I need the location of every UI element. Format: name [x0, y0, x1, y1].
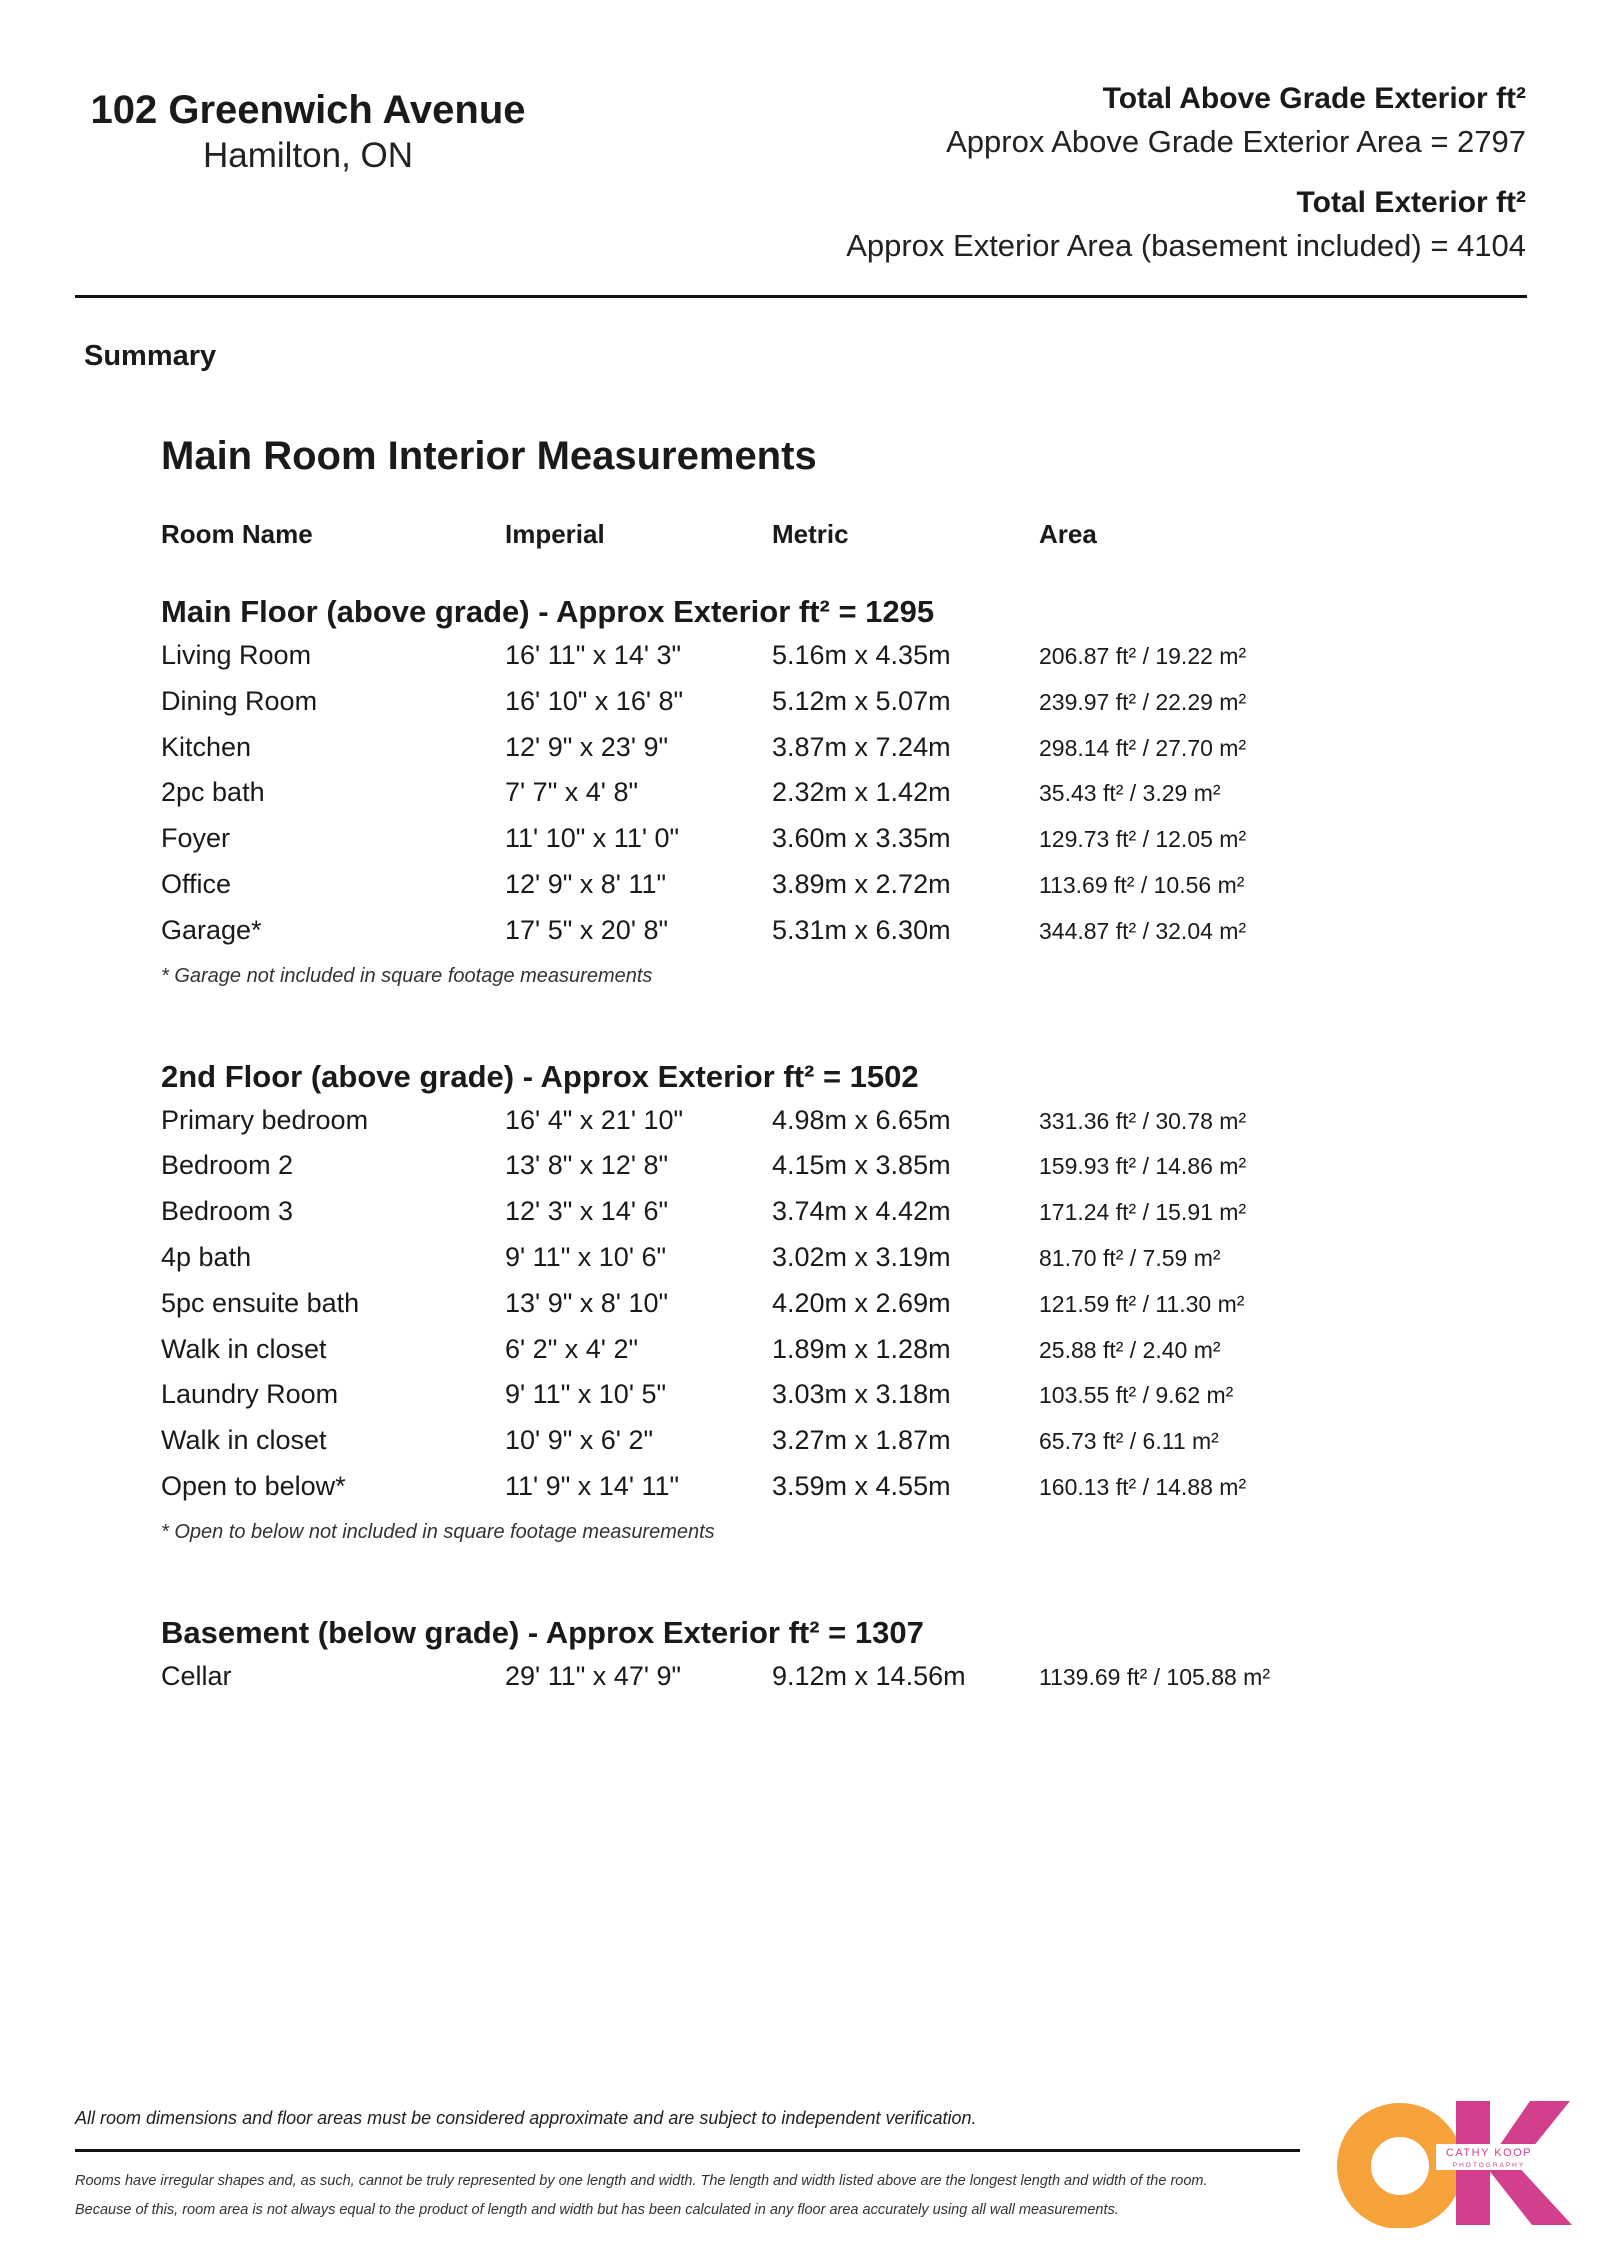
header-divider [75, 295, 1527, 298]
room-name: Bedroom 2 [161, 1150, 294, 1181]
room-name: 2pc bath [161, 777, 265, 808]
room-name: Garage* [161, 914, 262, 945]
room-imperial: 12' 3" x 14' 6" [505, 1196, 669, 1227]
section-note: * Garage not included in square footage measurements [161, 964, 653, 987]
room-imperial: 13' 9" x 8' 10" [505, 1287, 669, 1318]
room-metric: 3.02m x 3.19m [772, 1241, 951, 1272]
room-area: 81.70 ft² / 7.59 m² [1039, 1244, 1221, 1271]
room-name: Cellar [161, 1660, 232, 1691]
total-exterior-title: Total Exterior ft² [1296, 186, 1526, 219]
above-grade-title: Total Above Grade Exterior ft² [1102, 82, 1526, 115]
room-row [161, 686, 1361, 732]
logo-text-sub: PHOTOGRAPHY [1452, 2162, 1526, 2169]
room-imperial: 17' 5" x 20' 8" [505, 914, 669, 945]
room-name: 4p bath [161, 1241, 252, 1272]
room-imperial: 29' 11" x 47' 9" [505, 1660, 682, 1691]
room-area: 129.73 ft² / 12.05 m² [1039, 826, 1247, 853]
room-area: 298.14 ft² / 27.70 m² [1039, 734, 1247, 761]
room-row [161, 1288, 1361, 1334]
room-name: Dining Room [161, 685, 318, 716]
room-imperial: 11' 9" x 14' 11" [505, 1470, 680, 1501]
property-city: Hamilton, ON [202, 136, 414, 175]
room-row [161, 640, 1361, 686]
section-basement [161, 1611, 1361, 1707]
room-metric: 1.89m x 1.28m [772, 1333, 951, 1364]
room-area: 65.73 ft² / 6.11 m² [1039, 1428, 1219, 1455]
logo-text-name: CATHY KOOP [1445, 2147, 1533, 2159]
room-metric: 2.32m x 1.42m [772, 777, 951, 808]
section-title: Main Floor (above grade) - Approx Exterior ft² = 1295 [161, 594, 935, 629]
room-imperial: 6' 2" x 4' 2" [505, 1333, 639, 1364]
room-metric: 9.12m x 14.56m [772, 1660, 966, 1691]
room-name: Living Room [161, 640, 312, 670]
room-imperial: 16' 4" x 21' 10" [505, 1104, 684, 1135]
room-area: 160.13 ft² / 14.88 m² [1039, 1473, 1247, 1500]
room-row [161, 1471, 1361, 1517]
room-imperial: 9' 11" x 10' 6" [505, 1241, 667, 1272]
area-totals [846, 78, 1526, 268]
measurements-panel [161, 432, 1361, 1707]
section-note: * Open to below not included in square footage measurements [161, 1520, 715, 1543]
col-area: Area [1039, 519, 1097, 549]
room-imperial: 11' 10" x 11' 0" [505, 823, 680, 854]
room-name: 5pc ensuite bath [161, 1287, 360, 1318]
room-name: Kitchen [161, 731, 252, 762]
room-row [161, 1334, 1361, 1380]
room-row [161, 869, 1361, 915]
room-area: 206.87 ft² / 19.22 m² [1039, 643, 1247, 669]
footer-note-1: Rooms have irregular shapes and, as such, cannot be truly represented by one length and width. The length and width listed above are the longest length and width of the room. [75, 2173, 1208, 2189]
room-metric: 3.27m x 1.87m [772, 1425, 951, 1456]
logo-o-shape [1354, 2120, 1446, 2212]
room-metric: 4.15m x 3.85m [772, 1150, 951, 1181]
room-imperial: 10' 9" x 6' 2" [505, 1425, 654, 1456]
col-metric: Metric [772, 519, 849, 549]
footer-note-2: Because of this, room area is not always equal to the product of length and width but has been calculated in any floor area accurately using all wall measurements. [75, 2202, 1119, 2218]
section-title: 2nd Floor (above grade) - Approx Exterior ft² = 1502 [161, 1058, 919, 1094]
logo-k-lower-arm [1484, 2164, 1572, 2225]
room-imperial: 12' 9" x 23' 9" [505, 731, 669, 762]
room-name: Walk in closet [161, 1333, 327, 1364]
room-metric: 4.20m x 2.69m [772, 1287, 951, 1318]
room-area: 239.97 ft² / 22.29 m² [1039, 688, 1247, 715]
room-metric: 5.16m x 4.35m [772, 640, 951, 670]
room-row [161, 1242, 1361, 1288]
room-metric: 3.59m x 4.55m [772, 1470, 951, 1501]
room-imperial: 16' 10" x 16' 8" [505, 685, 684, 716]
room-name: Laundry Room [161, 1379, 339, 1410]
room-metric: 4.98m x 6.65m [772, 1104, 951, 1135]
room-row [161, 1105, 1361, 1151]
room-area: 171.24 ft² / 15.91 m² [1039, 1199, 1247, 1226]
room-area: 113.69 ft² / 10.56 m² [1039, 871, 1245, 898]
footer-divider [75, 2149, 1300, 2152]
cathy-koop-logo [1334, 2098, 1574, 2228]
room-imperial: 13' 8" x 12' 8" [505, 1150, 669, 1181]
room-area: 35.43 ft² / 3.29 m² [1039, 780, 1221, 807]
room-name: Walk in closet [161, 1425, 327, 1456]
room-imperial: 7' 7" x 4' 8" [505, 777, 639, 808]
col-room-name: Room Name [161, 519, 313, 549]
room-area: 121.59 ft² / 11.30 m² [1039, 1290, 1245, 1317]
room-name: Primary bedroom [161, 1104, 369, 1135]
room-name: Office [161, 868, 232, 899]
room-area: 331.36 ft² / 30.78 m² [1039, 1107, 1247, 1134]
room-row [161, 1661, 1361, 1707]
summary-label: Summary [84, 340, 217, 372]
property-address: 102 Greenwich Avenue [90, 88, 526, 132]
room-row [161, 1150, 1361, 1196]
section-second-floor [161, 1055, 1361, 1547]
room-metric: 3.03m x 3.18m [772, 1379, 951, 1410]
room-row [161, 1425, 1361, 1471]
column-headers [161, 516, 1361, 552]
room-area: 344.87 ft² / 32.04 m² [1039, 917, 1247, 944]
room-imperial: 16' 11" x 14' 3" [505, 640, 682, 670]
room-imperial: 9' 11" x 10' 5" [505, 1379, 667, 1410]
room-area: 103.55 ft² / 9.62 m² [1039, 1382, 1234, 1409]
room-metric: 3.89m x 2.72m [772, 868, 951, 899]
property-header [84, 86, 532, 178]
above-grade-area: Approx Above Grade Exterior Area = 2797 [946, 124, 1526, 159]
room-name: Foyer [161, 823, 231, 854]
room-imperial: 12' 9" x 8' 11" [505, 868, 667, 899]
col-imperial: Imperial [505, 519, 605, 549]
room-metric: 5.12m x 5.07m [772, 685, 951, 716]
room-area: 159.93 ft² / 14.86 m² [1039, 1153, 1247, 1180]
total-exterior-area: Approx Exterior Area (basement included) = 4104 [846, 228, 1526, 263]
room-row [161, 1196, 1361, 1242]
room-area: 25.88 ft² / 2.40 m² [1039, 1336, 1221, 1363]
main-title: Main Room Interior Measurements [161, 434, 817, 478]
room-row [161, 823, 1361, 869]
room-row [161, 732, 1361, 778]
room-area: 1139.69 ft² / 105.88 m² [1039, 1663, 1270, 1690]
room-metric: 5.31m x 6.30m [772, 914, 951, 945]
room-metric: 3.87m x 7.24m [772, 731, 951, 762]
room-row [161, 1379, 1361, 1425]
room-metric: 3.74m x 4.42m [772, 1196, 951, 1227]
footer-disclaimer: All room dimensions and floor areas must be considered approximate and are subject to independent verification. [75, 2108, 977, 2128]
room-row [161, 777, 1361, 823]
room-name: Open to below* [161, 1470, 346, 1501]
room-metric: 3.60m x 3.35m [772, 823, 951, 854]
section-main-floor [161, 590, 1361, 991]
room-name: Bedroom 3 [161, 1196, 294, 1227]
section-title: Basement (below grade) - Approx Exterior ft² = 1307 [161, 1614, 924, 1650]
room-row [161, 915, 1361, 961]
